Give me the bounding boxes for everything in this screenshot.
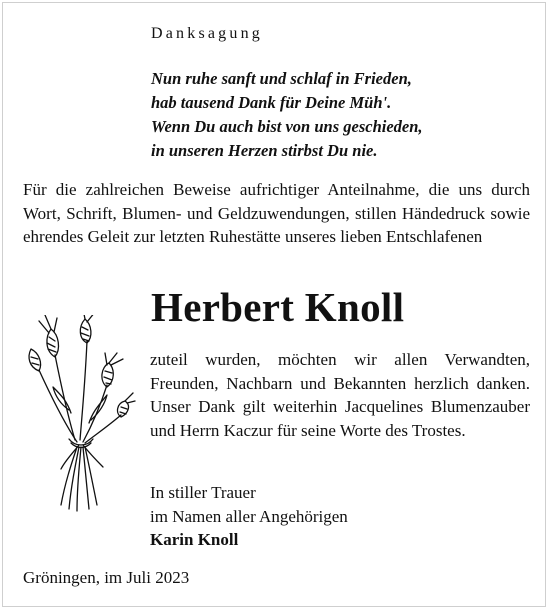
place-date: Gröningen, im Juli 2023 — [23, 568, 190, 587]
memorial-verse — [151, 67, 423, 163]
signer-name: Karin Knoll — [150, 530, 239, 549]
wheat-bundle-icon — [25, 315, 137, 515]
verse-line: hab tausend Dank für Deine Müh'. — [151, 93, 392, 112]
closing-line: In stiller Trauer — [150, 483, 256, 502]
intro-paragraph: Für die zahlreichen Beweise aufrichtiger Anteilnahme, die uns durch Wort, Schrift, Blumen- und Geldzuwendungen, stillen Händedruck sowie ehrendes Geleit zur letzten Ruhestätte unseres lieben Entschlafenen — [23, 180, 530, 246]
verse-line: Nun ruhe sanft und schlaf in Frieden, — [151, 69, 412, 88]
notice-heading: Danksagung — [151, 25, 263, 42]
notice-frame — [2, 2, 546, 607]
deceased-name: Herbert Knoll — [151, 284, 405, 330]
verse-line: Wenn Du auch bist von uns geschieden, — [151, 117, 423, 136]
verse-line: in unseren Herzen stirbst Du nie. — [151, 141, 378, 160]
closing-block — [150, 481, 348, 552]
thanks-paragraph: zuteil wurden, möchten wir allen Verwandten, Freunden, Nachbarn und Bekannten herzlich danken. Unser Dank gilt weiterhin Jacquelines Blumenzauber und Herrn Kaczur für seine Worte des Trostes. — [150, 350, 530, 440]
closing-line: im Namen aller Angehörigen — [150, 506, 348, 526]
